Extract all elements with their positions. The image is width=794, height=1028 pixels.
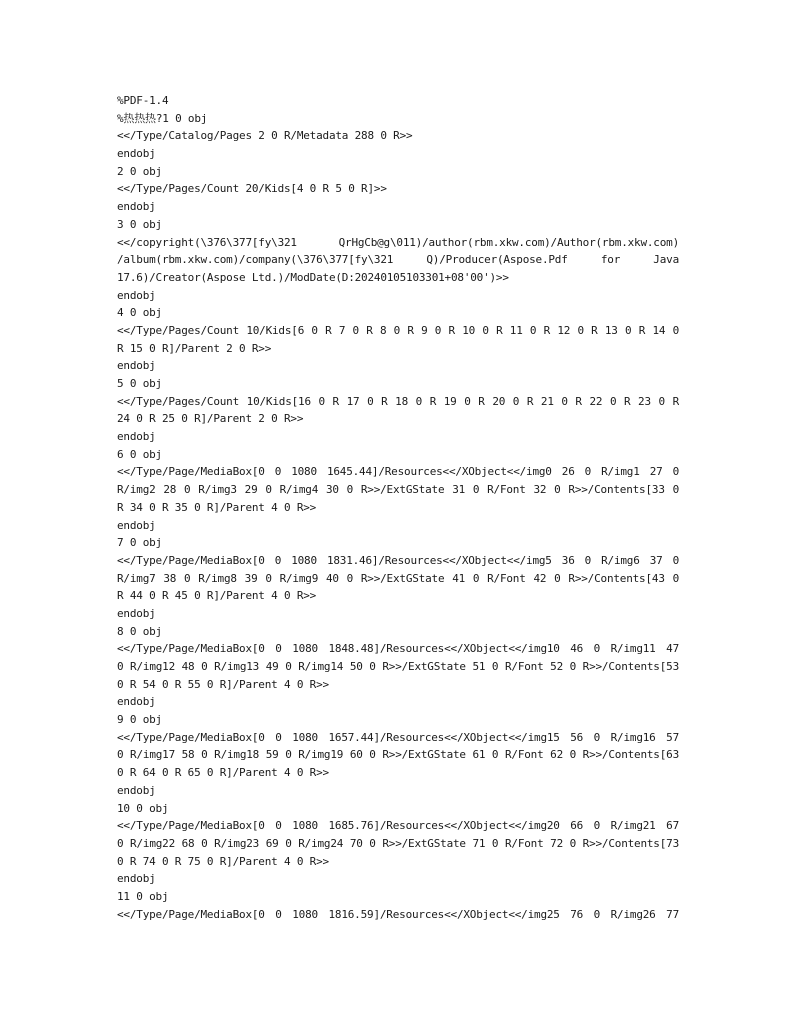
text-line: 2 0 obj [117,164,162,178]
text-line: <</Type/Pages/Count 20/Kids[4 0 R 5 0 R]>> [117,182,387,196]
text-line: endobj [117,430,156,444]
text-line: 0 R/img12 48 0 R/img13 49 0 R/img14 50 0 R>>/ExtGState 51 0 R/Font 52 0 R>>/Contents[53 [117,660,679,673]
text-line: 7 0 obj [117,536,162,550]
text-line: endobj [117,147,156,161]
text-line: endobj [117,606,156,620]
text-line: 9 0 obj [117,713,162,727]
text-line: R 34 0 R 35 0 R]/Parent 4 0 R>> [117,500,317,514]
text-line: <</Type/Page/MediaBox[0 0 1080 1816.59]/Resources<</XObject<</img25 76 0 R/img26 77 [117,907,679,921]
text-line: endobj [117,200,156,214]
text-line: <</Type/Page/MediaBox[0 0 1080 1685.76]/Resources<</XObject<</img20 66 0 R/img21 67 [117,819,679,833]
text-line: R/img7 38 0 R/img8 39 0 R/img9 40 0 R>>/ExtGState 41 0 R/Font 42 0 R>>/Contents[43 0 [117,571,679,585]
text-line: 0 R/img22 68 0 R/img23 69 0 R/img24 70 0 R>>/ExtGState 71 0 R/Font 72 0 R>>/Contents[73 [117,836,679,850]
text-line: <</copyright(\376\377[fy\321 QrHgCb@g\011)/author(rbm.xkw.com)/Author(rbm.xkw.com) [117,235,679,249]
text-line: <</Type/Pages/Count 10/Kids[6 0 R 7 0 R 8 0 R 9 0 R 10 0 R 11 0 R 12 0 R 13 0 R 14 0 [117,323,679,337]
text-line: 6 0 obj [117,447,162,461]
text-line: R 15 0 R]/Parent 2 0 R>> [117,341,272,355]
text-line: %热热热?1 0 obj [117,111,208,125]
text-line: 0 R/img17 58 0 R/img18 59 0 R/img19 60 0 R>>/ExtGState 61 0 R/Font 62 0 R>>/Contents[63 [117,748,679,762]
text-line: 11 0 obj [117,889,169,903]
text-line: <</Type/Page/MediaBox[0 0 1080 1848.48]/Resources<</XObject<</img10 46 0 R/img11 47 [117,642,679,656]
text-line: /album(rbm.xkw.com)/company(\376\377[fy\321 Q)/Producer(Aspose.Pdf for Java [117,253,679,267]
text-line: <</Type/Pages/Count 10/Kids[16 0 R 17 0 R 18 0 R 19 0 R 20 0 R 21 0 R 22 0 R 23 0 R [117,394,679,408]
text-line: endobj [117,288,156,302]
text-line: 3 0 obj [117,217,162,231]
text-line: <</Type/Page/MediaBox[0 0 1080 1657.44]/Resources<</XObject<</img15 56 0 R/img16 57 [117,730,679,744]
text-line: 0 R 54 0 R 55 0 R]/Parent 4 0 R>> [117,677,329,691]
text-line: endobj [117,783,156,797]
text-line: R/img2 28 0 R/img3 29 0 R/img4 30 0 R>>/ExtGState 31 0 R/Font 32 0 R>>/Contents[33 0 [117,483,679,497]
text-line: 0 R 64 0 R 65 0 R]/Parent 4 0 R>> [117,766,329,780]
text-line: 24 0 R 25 0 R]/Parent 2 0 R>> [117,412,304,426]
text-line: %PDF-1.4 [117,94,169,107]
text-line: 0 R 74 0 R 75 0 R]/Parent 4 0 R>> [117,854,329,868]
text-line: endobj [117,518,156,532]
text-line: 5 0 obj [117,377,162,390]
text-line: endobj [117,359,156,373]
text-line: 4 0 obj [117,306,162,320]
text-line: R 44 0 R 45 0 R]/Parent 4 0 R>> [117,589,317,603]
text-line: 17.6)/Creator(Aspose Ltd.)/ModDate(D:20240105103301+08'00')>> [117,270,509,284]
text-line: endobj [117,872,156,886]
text-line: 10 0 obj [117,801,169,815]
text-line: 8 0 obj [117,624,162,638]
text-line: endobj [117,695,156,709]
text-line: <</Type/Page/MediaBox[0 0 1080 1645.44]/Resources<</XObject<</img0 26 0 R/img1 27 0 [117,465,679,479]
text-line: <</Type/Page/MediaBox[0 0 1080 1831.46]/Resources<</XObject<</img5 36 0 R/img6 37 0 [117,553,679,567]
text-line: <</Type/Catalog/Pages 2 0 R/Metadata 288 0 R>> [117,129,413,143]
pdf-source-text [117,92,679,923]
